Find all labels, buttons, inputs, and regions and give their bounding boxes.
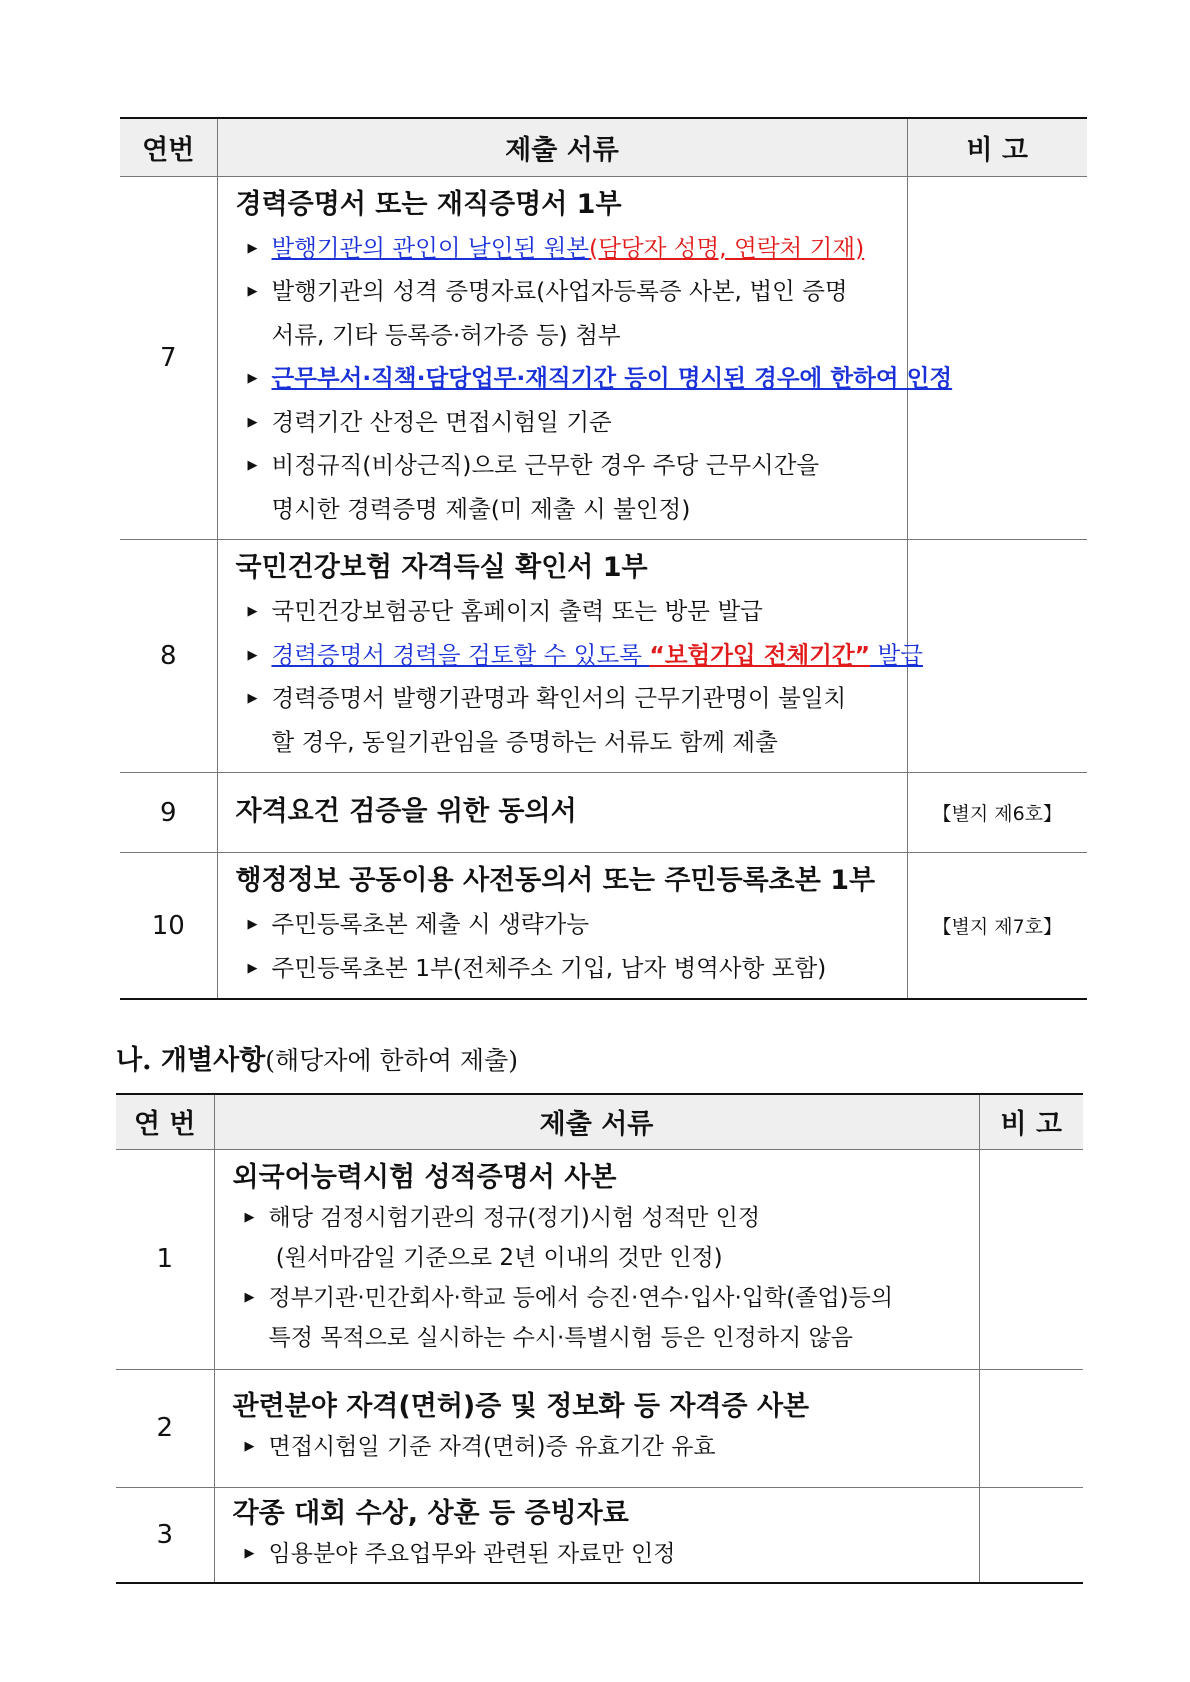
list-item: [233, 1534, 963, 1574]
requirement-text: 주민등록초본 제출 시 생략가능: [271, 910, 590, 938]
row-number: 8: [120, 540, 217, 773]
list-item: [236, 444, 891, 531]
list-item: [236, 634, 923, 678]
requirement-text-continued: 할 경우, 동일기관임을 증명하는 서류도 함께 제출: [271, 727, 778, 756]
document-cell: [217, 176, 953, 540]
remark-cell: [979, 1369, 1083, 1487]
triangle-right-icon: ▶: [247, 960, 258, 976]
requirement-list: [236, 903, 891, 990]
requirement-text: 주민등록초본 1부(전체주소 기입, 남자 병역사항 포함): [271, 953, 827, 982]
header-doc: 제출 서류: [217, 118, 907, 176]
row-number: 3: [116, 1487, 214, 1583]
requirement-text: (담당자 성명, 연락처 기재): [589, 233, 865, 262]
document-title: 외국어능력시험 성적증명서 사본: [232, 1162, 617, 1193]
remark-cell: [907, 540, 1087, 773]
row-number: 10: [120, 853, 217, 1000]
document-title: 국민건강보험 자격득실 확인서 1부: [235, 552, 648, 583]
list-item: [236, 401, 891, 445]
requirement-text: 발행기관의 성격 증명자료(사업자등록증 사본, 법인 증명: [271, 277, 848, 305]
list-item: [233, 1278, 963, 1358]
table-row: [120, 176, 1087, 540]
table-row: [120, 853, 1087, 1000]
remark-cell: 【별지 제7호】: [907, 853, 1087, 1000]
requirement-text: “보험가입 전체기간”: [649, 640, 871, 669]
list-item: [233, 1427, 963, 1467]
table-header-row: [116, 1094, 1083, 1149]
requirement-text: 면접시험일 기준 자격(면허)증 유효기간 유효: [268, 1434, 716, 1460]
table-row: [116, 1487, 1083, 1583]
requirement-text: 발행기관의 관인이 날인된 원본: [271, 233, 590, 262]
triangle-right-icon: ▶: [247, 647, 258, 663]
triangle-right-icon: ▶: [247, 371, 258, 386]
requirement-list: [233, 1427, 963, 1467]
requirement-text: 근무부서·직책·담당업무·재직기간 등이 명시된 경우에 한하여 인정: [271, 364, 953, 392]
requirement-text: 경력증명서 발행기관명과 확인서의 근무기관명이 불일치: [271, 684, 847, 712]
requirement-text-continued: 서류, 기타 등록증·허가증 등) 첨부: [271, 320, 621, 349]
remark-cell: [907, 176, 1087, 540]
section-title: [116, 1038, 518, 1077]
triangle-right-icon: ▶: [247, 917, 258, 932]
triangle-right-icon: ▶: [247, 458, 258, 473]
header-no: 연 번: [116, 1094, 214, 1149]
requirement-list: [233, 1534, 963, 1574]
requirement-text-continued: 명시한 경력증명 제출(미 제출 시 불인정): [271, 494, 691, 523]
document-title: 자격요건 검증을 위한 동의서: [235, 795, 577, 827]
row-number: 9: [120, 773, 217, 853]
requirement-text-continued: (원서마감일 기준으로 2년 이내의 것만 인정): [268, 1245, 723, 1271]
document-title: 경력증명서 또는 재직증명서 1부: [235, 188, 622, 220]
requirement-list: [233, 1198, 963, 1358]
document-cell: [214, 1149, 979, 1369]
table-row: [120, 540, 1087, 773]
triangle-right-icon: ▶: [244, 1439, 255, 1454]
document-title: 관련분야 자격(면허)증 및 정보화 등 자격증 사본: [232, 1391, 810, 1422]
list-item: [236, 270, 891, 357]
list-item: [236, 357, 953, 401]
remark-cell: [979, 1487, 1083, 1583]
row-number: 1: [116, 1149, 214, 1369]
list-item: [236, 947, 891, 991]
requirement-list: [236, 227, 953, 532]
header-doc: 제출 서류: [214, 1094, 979, 1149]
requirement-text: 국민건강보험공단 홈페이지 출력 또는 방문 발급: [271, 597, 763, 625]
requirement-text: 임용분야 주요업무와 관련된 자료만 인정: [268, 1540, 676, 1567]
remark-cell: [979, 1149, 1083, 1369]
requirement-text: 발급: [870, 640, 923, 669]
table-row: [120, 773, 1087, 853]
header-no: 연번: [120, 118, 217, 176]
triangle-right-icon: ▶: [247, 414, 258, 430]
document-cell: [214, 1487, 979, 1583]
document-cell: [217, 540, 923, 773]
triangle-right-icon: ▶: [247, 240, 258, 256]
requirement-text: 경력증명서 경력을 검토할 수 있도록: [271, 640, 650, 669]
requirement-text: 정부기관·민간회사·학교 등에서 승진·연수·입사·입학(졸업)등의: [268, 1285, 894, 1311]
documents-table-individual: [116, 1093, 1083, 1584]
row-number: 2: [116, 1369, 214, 1487]
header-remark: 비 고: [907, 118, 1087, 176]
document-title: 행정정보 공동이용 사전동의서 또는 주민등록초본 1부: [235, 865, 876, 896]
table-header-row: [120, 118, 1087, 176]
list-item: [233, 1198, 963, 1278]
header-remark: 비 고: [979, 1094, 1083, 1149]
requirement-text-continued: 특정 목적으로 실시하는 수시·특별시험 등은 인정하지 않음: [268, 1325, 853, 1351]
triangle-right-icon: ▶: [244, 1210, 255, 1225]
triangle-right-icon: ▶: [247, 691, 258, 706]
list-item: [236, 590, 891, 634]
documents-table-common: [120, 117, 1087, 1000]
requirement-text: 비정규직(비상근직)으로 근무한 경우 주당 근무시간을: [271, 451, 820, 479]
remark-cell: 【별지 제6호】: [907, 773, 1087, 853]
section-title-suffix: (해당자에 한하여 제출): [265, 1046, 518, 1075]
document-cell: [217, 853, 907, 1000]
document-cell: [214, 1369, 979, 1487]
triangle-right-icon: ▶: [244, 1545, 255, 1561]
list-item: [236, 227, 891, 271]
table-row: [116, 1369, 1083, 1487]
section-title-prefix: 나. 개별사항: [116, 1045, 266, 1076]
row-number: 7: [120, 176, 217, 540]
table-row: [116, 1149, 1083, 1369]
document-title: 각종 대회 수상, 상훈 등 증빙자료: [232, 1497, 629, 1529]
requirement-list: [236, 590, 923, 764]
triangle-right-icon: ▶: [247, 604, 258, 619]
triangle-right-icon: ▶: [244, 1290, 255, 1305]
list-item: [236, 903, 891, 947]
requirement-text: 해당 검정시험기관의 정규(정기)시험 성적만 인정: [268, 1205, 761, 1231]
document-cell: [217, 773, 907, 853]
requirement-text: 경력기간 산정은 면접시험일 기준: [271, 407, 612, 436]
triangle-right-icon: ▶: [247, 284, 258, 299]
list-item: [236, 677, 891, 764]
